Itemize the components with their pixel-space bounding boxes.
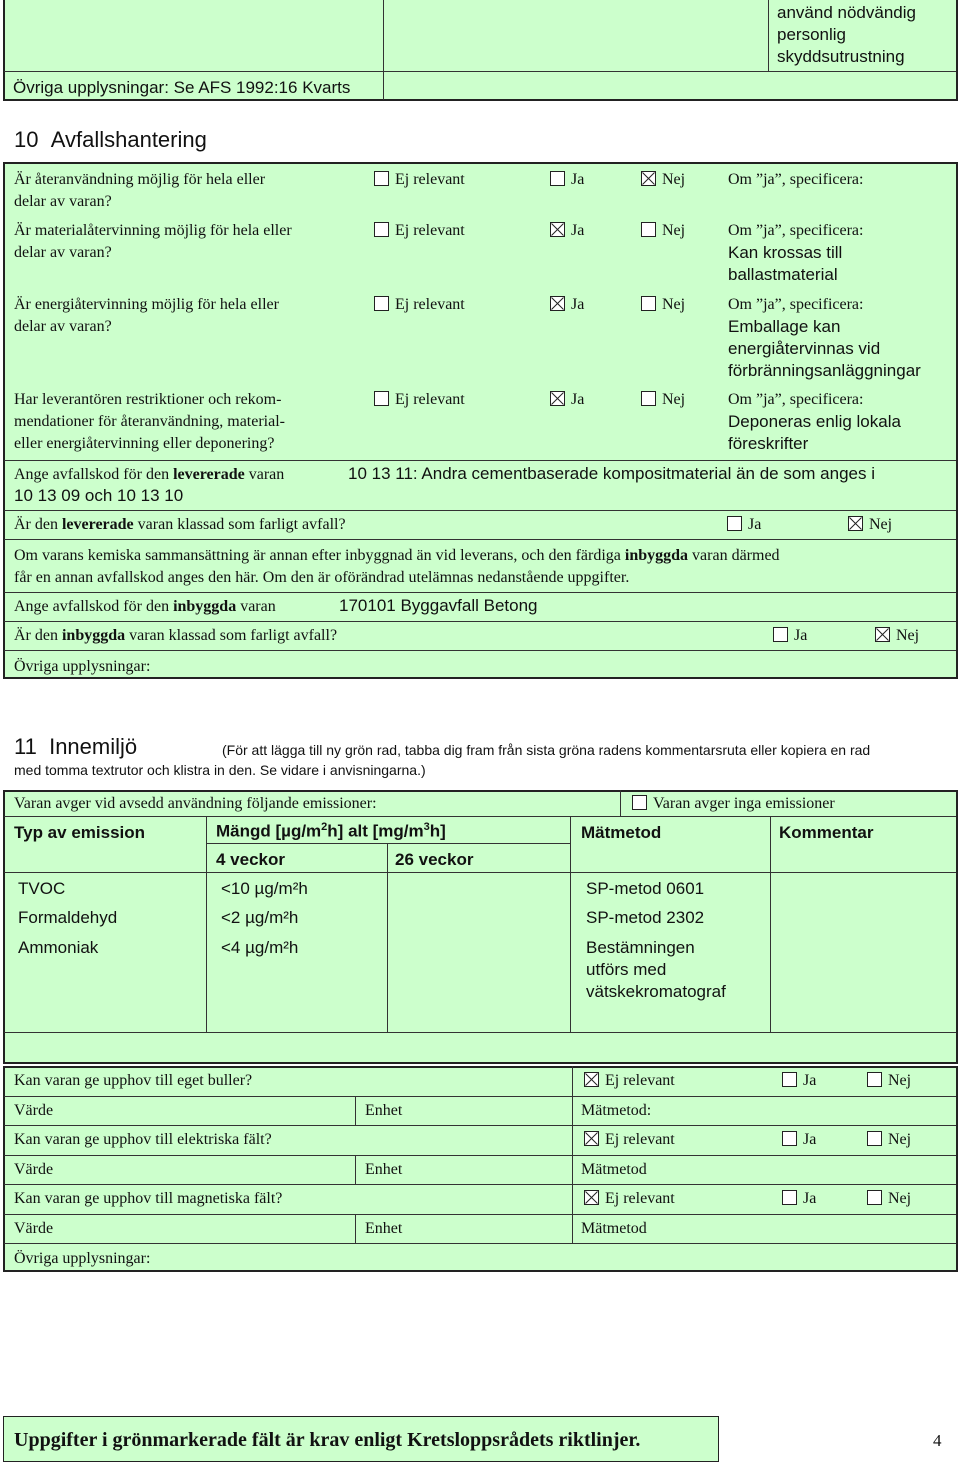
magnetiska-enhet-field[interactable]: Enhet [365,1220,403,1237]
magnetiska-ej-relevant-checkbox[interactable]: Ej relevant [584,1188,675,1210]
buller-matmetod-field[interactable]: Mätmetod: [581,1102,652,1119]
emission-metod[interactable]: SP-metod 0601 [586,879,705,898]
farligt-inbyggd-ja-checkbox[interactable]: Ja [773,625,807,647]
avfallskod-levererad-value-cont[interactable]: 10 13 09 och 10 13 10 [14,486,184,505]
ja-checkbox[interactable]: Ja [550,220,584,242]
s10-question: Har leverantören restriktioner och rekom- mendationer för återanvändning, material- eller energiåtervinning eller deponering? [14,391,285,452]
footer-text: Uppgifter i grönmarkerade fält är krav enligt Kretsloppsrådets riktlinjer. [14,1429,641,1451]
emission-metod[interactable]: SP-metod 2302 [586,908,705,927]
elektriska-ja-checkbox[interactable]: Ja [782,1129,816,1151]
ej-relevant-checkbox[interactable]: Ej relevant [374,220,465,242]
col-mangd-header: Mängd $[\mu g/m^2h]$ alt $[mg/m^3h]$ [216,821,446,841]
spec-value[interactable]: Emballage kan energiåtervinnas vid förbränningsanläggningar [728,317,921,380]
spec-value[interactable]: Deponeras enlig lokala föreskrifter [728,412,901,453]
buller-ej-relevant-checkbox[interactable]: Ej relevant [584,1070,675,1092]
emission-typ[interactable]: TVOC [18,879,66,898]
s10-question: Är återanvändning möjlig för hela eller delar av varan? [14,171,266,210]
buller-enhet-field[interactable]: Enhet [365,1102,403,1119]
ja-checkbox[interactable]: Ja [550,294,584,316]
farligt-inbyggd-label: Är den inbyggda varan klassad som farligt avfall? [14,627,338,644]
top-ovriga: Övriga upplysningar: Se AFS 1992:16 Kvarts [13,78,351,97]
s10-question: Är materialåtervinning möjlig för hela eller delar av varan? [14,222,292,261]
elektriska-enhet-field[interactable]: Enhet [365,1161,403,1178]
s10-question: Är energiåtervinning möjlig för hela eller delar av varan? [14,296,279,335]
section-10-heading: 10 Avfallshantering [14,127,207,152]
avfallskod-inbyggd-label: Ange avfallskod för den inbyggda varan [14,598,276,615]
emission-4v[interactable]: <4 µg/m²h [221,938,299,957]
emission-metod[interactable]: Bestämningen utförs med vätskekromatograf [586,938,726,1001]
col-typ-header: Typ av emission [14,823,146,842]
buller-nej-checkbox[interactable]: Nej [867,1070,911,1092]
section-11-note: (För att lägga till ny grön rad, tabba dig fram från sista gröna radens kommentarsruta eller kopiera en rad [222,742,871,758]
col-kommentar-header: Kommentar [779,823,874,842]
elektriska-nej-checkbox[interactable]: Nej [867,1129,911,1151]
nej-checkbox[interactable]: Nej [641,169,685,191]
avfallskod-levererad-label: Ange avfallskod för den levererade varan [14,466,285,483]
nej-checkbox[interactable]: Nej [641,220,685,242]
page-number: 4 [933,1431,942,1450]
ja-checkbox[interactable]: Ja [550,389,584,411]
nej-checkbox[interactable]: Nej [641,389,685,411]
emission-typ[interactable]: Ammoniak [18,938,99,957]
ja-checkbox[interactable]: Ja [550,169,584,191]
spec-label: Om ”ja”, specificera: [728,171,864,188]
magnetiska-varde-field[interactable]: Värde [14,1220,54,1237]
emission-4v[interactable]: <10 µg/m²h [221,879,308,898]
col-matmetod-header: Mätmetod [581,823,662,842]
top-note: använd nödvändig personlig skyddsutrustning [777,3,916,66]
elektriska-falt-question: Kan varan ge upphov till elektriska fält? [14,1131,272,1148]
spec-label: Om ”ja”, specificera: [728,222,864,239]
col-26-veckor-header: 26 veckor [395,850,474,869]
inbyggd-info: Om varans kemiska sammansättning är annan efter inbyggnad än vid leverans, och den färdiga inbyggda varan därmed får en annan avfallskod anges den här. Om den är oförändrad utelämnas nedanstående uppgifter. [14,547,780,586]
farligt-inbyggd-nej-checkbox[interactable]: Nej [875,625,919,647]
magnetiska-matmetod-field[interactable]: Mätmetod [581,1220,647,1237]
spec-label: Om ”ja”, specificera: [728,296,864,313]
magnetiska-nej-checkbox[interactable]: Nej [867,1188,911,1210]
spec-label: Om ”ja”, specificera: [728,391,864,408]
s11-ovriga-label: Övriga upplysningar: [14,1250,151,1267]
ej-relevant-checkbox[interactable]: Ej relevant [374,169,465,191]
magnetiska-falt-question: Kan varan ge upphov till magnetiska fält? [14,1190,283,1207]
nej-checkbox[interactable]: Nej [641,294,685,316]
no-emission-checkbox[interactable]: Varan avger inga emissioner [632,793,835,815]
farligt-levererad-nej-checkbox[interactable]: Nej [848,514,892,536]
farligt-levererad-ja-checkbox[interactable]: Ja [727,514,761,536]
elektriska-varde-field[interactable]: Värde [14,1161,54,1178]
magnetiska-ja-checkbox[interactable]: Ja [782,1188,816,1210]
section-11-heading: 11 Innemiljö [14,734,138,759]
elektriska-matmetod-field[interactable]: Mätmetod [581,1161,647,1178]
avfallskod-levererad-value[interactable]: 10 13 11: Andra cementbaserade kompositmaterial än de som anges i [348,464,875,483]
section-11-note-cont: med tomma textrutor och klistra in den. Se vidare i anvisningarna.) [14,762,426,778]
buller-question: Kan varan ge upphov till eget buller? [14,1072,253,1089]
spec-value[interactable]: Kan krossas till ballastmaterial [728,243,843,284]
ej-relevant-checkbox[interactable]: Ej relevant [374,294,465,316]
emission-label: Varan avger vid avsedd användning följande emissioner: [14,795,377,812]
ej-relevant-checkbox[interactable]: Ej relevant [374,389,465,411]
farligt-levererad-label: Är den levererade varan klassad som farligt avfall? [14,516,346,533]
emission-typ[interactable]: Formaldehyd [18,908,118,927]
avfallskod-inbyggd-value[interactable]: 170101 Byggavfall Betong [339,596,538,615]
elektriska-ej-relevant-checkbox[interactable]: Ej relevant [584,1129,675,1151]
top-ovriga-value[interactable]: Se AFS 1992:16 Kvarts [173,78,351,97]
s10-ovriga-label: Övriga upplysningar: [14,658,151,675]
emission-4v[interactable]: <2 µg/m²h [221,908,299,927]
col-4-veckor-header: 4 veckor [216,850,285,869]
buller-ja-checkbox[interactable]: Ja [782,1070,816,1092]
buller-varde-field[interactable]: Värde [14,1102,54,1119]
